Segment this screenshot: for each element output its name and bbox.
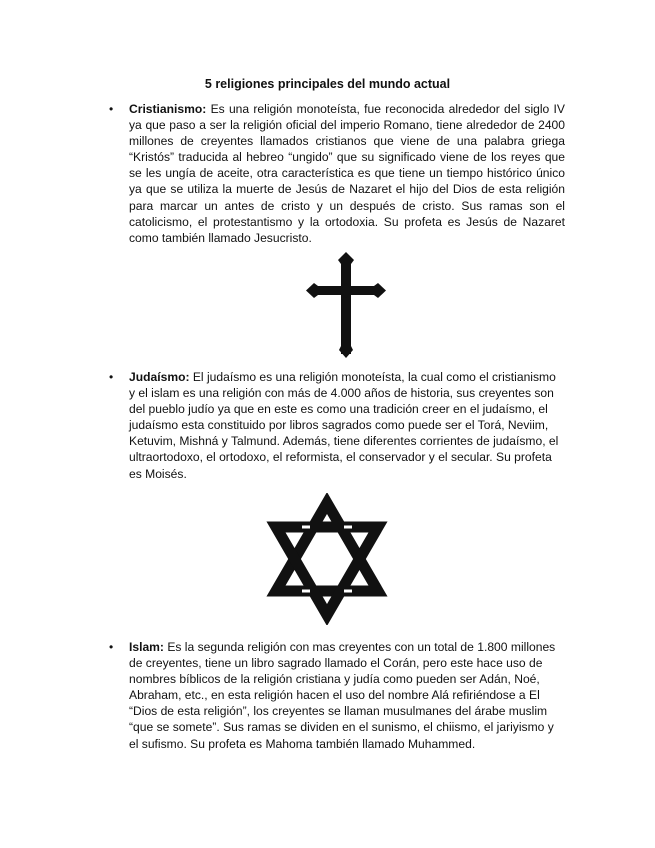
paragraph-text: Es la segunda religión con mas creyentes con un total de 1.800 millones de creyentes, tiene un libro sagrado llamado el Corán, pero este hace uso de nombres bíblicos de la religión cristiana y judía como pueden ser Adán, Noé, Abraham, etc., en esta religión hacen el uso del nombre Alá refiriéndose a El “Dios de esta religión”, los creyentes se llaman musulmanes del árabe muslim “que se somete”. Sus ramas se dividen en el sunismo, el chiismo, el jariyismo y el sufismo. Su profeta es Mahoma también llamado Muhammed. (129, 640, 556, 751)
star-of-david-image (266, 493, 388, 625)
bullet-icon: • (109, 370, 114, 384)
term-label: Judaísmo: (129, 370, 190, 384)
list-item-body (129, 639, 565, 752)
bullet-icon: • (109, 102, 114, 116)
term-label: Islam: (129, 640, 164, 654)
page-title: 5 religiones principales del mundo actual (204, 77, 451, 91)
list-item-judaismo (109, 369, 565, 482)
latin-cross-icon (296, 250, 396, 360)
paragraph-text: Es una religión monoteísta, fue reconocida alrededor del siglo IV ya que paso a ser la religión oficial del imperio Romano, tiene alrededor de 2400 millones de creyentes llamados cristianos que viene de una palabra griega “Kristós” traducida al hebreo “ungido” que su significado viene de los reyes que se les ungía de aceite, otra característica es que tiene un tiempo histórico único ya que se utiliza la muerte de Jesús de Nazaret el hijo del Dios de esta religión para marcar un antes de cristo y un después de cristo. Sus ramas son el catolicismo, el protestantismo y la ortodoxia. Su profeta es Jesús de Nazaret como también llamado Jesucristo. (129, 102, 565, 245)
paragraph-text: El judaísmo es una religión monoteísta, la cual como el cristianismo y el islam es una religión con más de 4.000 años de historia, sus creyentes son del pueblo judío ya que en este es como una tradición creer en el judaísmo, el judaísmo esta constituido por libros sagrados como puede ser el Torá, Neviim, Ketuvim, Mishná y Talmund. Además, tiene diferentes corrientes de judaísmo, el ultraortodoxo, el ortodoxo, el reformista, el conservador y el secular. Su profeta es Moisés. (129, 370, 559, 481)
list-item-islam (109, 639, 565, 752)
list-item-body (129, 369, 565, 482)
list-item-body (129, 101, 565, 246)
bullet-icon: • (109, 640, 114, 654)
star-of-david-icon (266, 493, 388, 625)
cross-image (296, 250, 396, 360)
term-label: Cristianismo: (129, 102, 207, 116)
list-item-cristianismo (109, 101, 565, 246)
